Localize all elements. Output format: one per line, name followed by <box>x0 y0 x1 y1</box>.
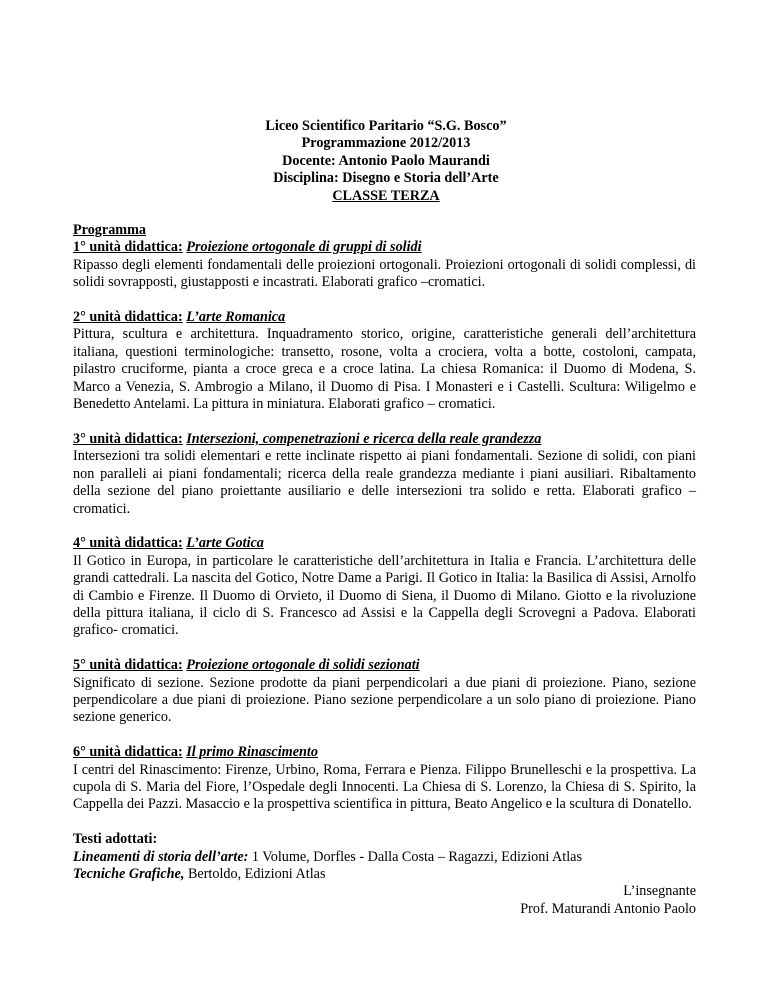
unit-title: L’arte Romanica <box>186 309 286 326</box>
unit-label: 5° unità didattica: <box>73 657 183 674</box>
signature-role: L’insegnante <box>623 883 696 900</box>
unit-title: Intersezioni, compenetrazioni e ricerca della reale grandezza <box>186 430 542 447</box>
book-2-title: Tecniche Grafiche, <box>73 865 185 882</box>
unit-body: Il Gotico in Europa, in particolare le caratteristiche dell’architettura in Italia e Francia. L’architettura delle grandi cattedrali. La nascita del Gotico, Notre Dame a Parigi. Il Gotico in Italia: la Basilica di Assisi, Arnolfo di Cambio e Firenze. Il Duomo di Orvieto, il Duomo di Siena, il Duomo di Milano. Giotto e la rivoluzione della pittura italiana, il ciclo di S. Francesco ad Assisi e la Cappella degli Scrovegni a Padova. Elaborati grafico- cromatici. <box>73 552 696 639</box>
book-1-title: Lineamenti di storia dell’arte: <box>73 848 249 865</box>
adopted-texts <box>73 831 696 883</box>
unit-heading <box>73 309 696 326</box>
unit-3 <box>73 431 696 518</box>
unit-body: Pittura, scultura e architettura. Inquadramento storico, origine, caratteristiche generali dell’architettura italiana, questioni terminologiche: transetto, rosone, volta a crociera, volta a botte, costoloni, campata, pilastro cruciforme, pianta a croce greca e a croce latina. La chiesa Romanica: il Duomo di Modena, S. Marco a Venezia, S. Ambrogio a Milano, il Duomo di Pisa. I Monasteri e i Castelli. Scultura: Wiligelmo e Benedetto Antelami. La pittura in miniatura. Elaborati grafico – cromatici. <box>73 326 696 413</box>
book-1-details: 1 Volume, Dorfles - Dalla Costa – Ragazzi, Edizioni Atlas <box>248 848 582 865</box>
unit-label: 2° unità didattica: <box>73 309 183 326</box>
unit-title: Proiezione ortogonale di solidi sezionati <box>186 657 420 674</box>
unit-body: Ripasso degli elementi fondamentali delle proiezioni ortogonali. Proiezioni ortogonali di solidi complessi, di solidi sovrapposti, giustapposti e incastrati. Elaborati grafico –cromatici. <box>73 256 696 291</box>
school-name: Liceo Scientifico Paritario “S.G. Bosco” <box>265 118 507 134</box>
signature-block <box>73 883 696 918</box>
adopted-texts-heading: Testi adottati: <box>73 831 158 848</box>
unit-heading <box>73 535 696 552</box>
unit-title: L’arte Gotica <box>186 535 264 552</box>
document-page <box>73 118 696 918</box>
unit-4 <box>73 535 696 639</box>
unit-body: Intersezioni tra solidi elementari e rette inclinate rispetto ai piani fondamentali. Sezione di solidi, con piani non paralleli ai piani fondamentali; ricerca della reale grandezza mediante i piani ausiliari. Ribaltamento della sezione del piano proiettante ausiliario e delle intersezioni tra solido e retta. Elaborati grafico – cromatici. <box>73 448 696 517</box>
unit-heading <box>73 431 696 448</box>
book-2-details: Bertoldo, Edizioni Atlas <box>184 865 326 882</box>
unit-label: 4° unità didattica: <box>73 535 183 552</box>
document-header <box>76 118 696 205</box>
subject-name: Disciplina: Disegno e Storia dell’Arte <box>273 170 499 187</box>
unit-heading <box>73 744 696 761</box>
teacher-name: Docente: Antonio Paolo Maurandi <box>282 152 490 169</box>
unit-label: 3° unità didattica: <box>73 430 183 447</box>
signature-name: Prof. Maturandi Antonio Paolo <box>520 900 696 917</box>
unit-heading <box>73 239 696 256</box>
unit-title: Proiezione ortogonale di gruppi di solidi <box>186 239 422 256</box>
class-name: CLASSE TERZA <box>332 187 440 204</box>
unit-title: Il primo Rinascimento <box>186 744 318 761</box>
unit-6 <box>73 744 696 814</box>
unit-heading <box>73 657 696 674</box>
programma-heading: Programma <box>73 222 147 239</box>
unit-label: 1° unità didattica: <box>73 239 183 256</box>
book-2 <box>73 866 696 883</box>
unit-label: 6° unità didattica: <box>73 744 183 761</box>
unit-2 <box>73 309 696 413</box>
unit-body: Significato di sezione. Sezione prodotte da piani perpendicolari a due piani di proiezione. Piano, sezione perpendicolare a due piani di proiezione. Piano sezione perpendicolare a un solo piano di proiezione. Piano sezione generico. <box>73 674 696 726</box>
unit-body: I centri del Rinascimento: Firenze, Urbino, Roma, Ferrara e Pienza. Filippo Brunelleschi e la prospettiva. La cupola di S. Maria del Fiore, l’Ospedale degli Innocenti. La Chiesa di S. Lorenzo, la Chiesa di S. Spirito, la Cappella dei Pazzi. Masaccio e la prospettiva scientifica in pittura, Beato Angelico e la scultura di Donatello. <box>73 761 696 813</box>
book-1 <box>73 849 696 866</box>
unit-1 <box>73 239 696 291</box>
unit-5 <box>73 657 696 727</box>
program-year: Programmazione 2012/2013 <box>301 135 471 152</box>
